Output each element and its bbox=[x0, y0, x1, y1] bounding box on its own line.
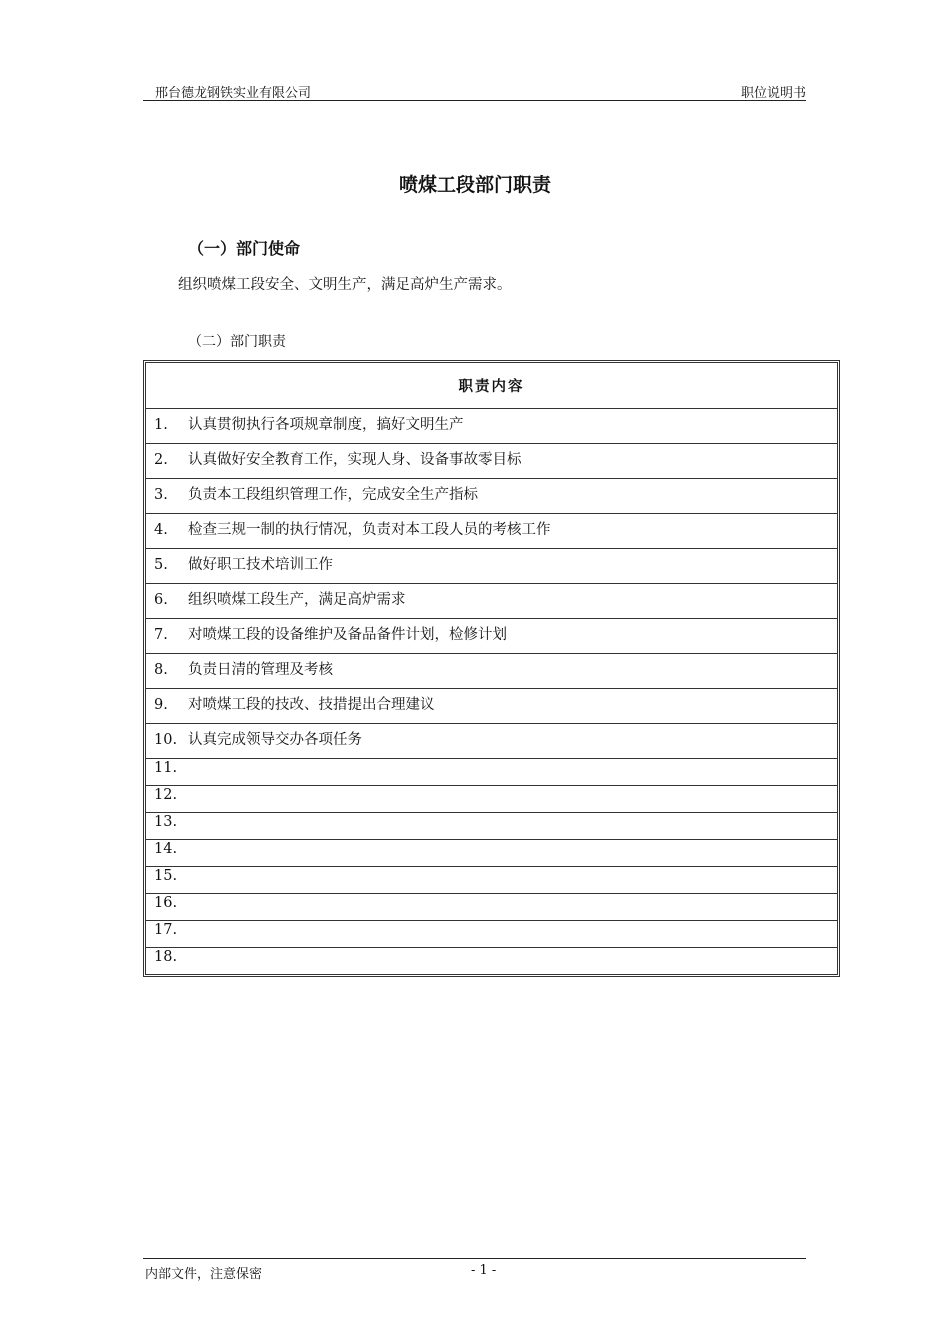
table-row bbox=[146, 654, 837, 689]
table-row bbox=[146, 840, 837, 867]
duty-cell bbox=[146, 514, 837, 549]
duty-number: 14. bbox=[154, 841, 178, 857]
table-row bbox=[146, 894, 837, 921]
duty-cell bbox=[146, 654, 837, 689]
duty-cell bbox=[146, 813, 837, 840]
duty-cell bbox=[146, 619, 837, 654]
duty-cell bbox=[146, 584, 837, 619]
duty-text: 组织喷煤工段生产，满足高炉需求 bbox=[188, 592, 406, 608]
duty-text: 负责日清的管理及考核 bbox=[188, 662, 333, 678]
table-row bbox=[146, 584, 837, 619]
duty-cell bbox=[146, 894, 837, 921]
table-row bbox=[146, 549, 837, 584]
duty-text: 认真做好安全教育工作，实现人身、设备事故零目标 bbox=[188, 452, 522, 468]
table-row bbox=[146, 444, 837, 479]
duty-number: 10. bbox=[154, 732, 178, 748]
duty-cell bbox=[146, 840, 837, 867]
duty-cell bbox=[146, 444, 837, 479]
duty-number: 13. bbox=[154, 814, 178, 830]
table-row bbox=[146, 921, 837, 948]
mission-text: 组织喷煤工段安全、文明生产，满足高炉生产需求。 bbox=[178, 277, 512, 293]
duty-cell bbox=[146, 689, 837, 724]
table-row bbox=[146, 813, 837, 840]
table-row bbox=[146, 948, 837, 975]
duty-text: 检查三规一制的执行情况，负责对本工段人员的考核工作 bbox=[188, 522, 551, 538]
table-row bbox=[146, 514, 837, 549]
section-duties-heading: （二）部门职责 bbox=[188, 334, 286, 350]
duty-number: 2. bbox=[154, 452, 168, 468]
duty-cell bbox=[146, 479, 837, 514]
duty-cell bbox=[146, 867, 837, 894]
table-row bbox=[146, 409, 837, 444]
duty-cell bbox=[146, 759, 837, 786]
company-name: 邢台德龙钢铁实业有限公司 bbox=[155, 86, 312, 101]
page-title: 喷煤工段部门职责 bbox=[398, 174, 551, 196]
table-row bbox=[146, 724, 837, 759]
duty-number: 15. bbox=[154, 868, 178, 884]
duty-number: 17. bbox=[154, 922, 178, 938]
table-row bbox=[146, 689, 837, 724]
duty-number: 12. bbox=[154, 787, 178, 803]
duty-cell bbox=[146, 786, 837, 813]
table-row bbox=[146, 759, 837, 786]
duty-cell bbox=[146, 724, 837, 759]
table-row bbox=[146, 786, 837, 813]
duty-text: 对喷煤工段的技改、技措提出合理建议 bbox=[188, 697, 435, 713]
duty-text: 对喷煤工段的设备维护及备品备件计划，检修计划 bbox=[188, 627, 507, 643]
table-row bbox=[146, 619, 837, 654]
duty-cell bbox=[146, 409, 837, 444]
table-row bbox=[146, 867, 837, 894]
duty-number: 9. bbox=[154, 697, 168, 713]
duty-text: 负责本工段组织管理工作，完成安全生产指标 bbox=[188, 487, 478, 503]
table-row bbox=[146, 479, 837, 514]
duty-number: 7. bbox=[154, 627, 168, 643]
duty-text: 认真完成领导交办各项任务 bbox=[188, 732, 362, 748]
page-header bbox=[143, 80, 806, 101]
duty-text: 认真贯彻执行各项规章制度，搞好文明生产 bbox=[188, 417, 464, 433]
duty-number: 6. bbox=[154, 592, 168, 608]
duty-number: 18. bbox=[154, 949, 178, 965]
duty-number: 3. bbox=[154, 487, 168, 503]
duty-number: 16. bbox=[154, 895, 178, 911]
duty-text: 做好职工技术培训工作 bbox=[188, 557, 333, 573]
duty-cell bbox=[146, 948, 837, 975]
duties-table bbox=[143, 360, 840, 977]
page-number: - 1 - bbox=[471, 1263, 497, 1278]
duty-number: 11. bbox=[154, 760, 178, 776]
duty-cell bbox=[146, 549, 837, 584]
duty-number: 5. bbox=[154, 557, 168, 573]
page-footer bbox=[143, 1258, 806, 1283]
confidential-note: 内部文件，注意保密 bbox=[145, 1267, 263, 1282]
table-header: 职责内容 bbox=[458, 378, 525, 395]
section-mission-heading: （一）部门使命 bbox=[188, 239, 301, 258]
document-type: 职位说明书 bbox=[740, 86, 806, 101]
duty-number: 4. bbox=[154, 522, 168, 538]
duty-number: 8. bbox=[154, 662, 168, 678]
duty-cell bbox=[146, 921, 837, 948]
duty-number: 1. bbox=[154, 417, 168, 433]
